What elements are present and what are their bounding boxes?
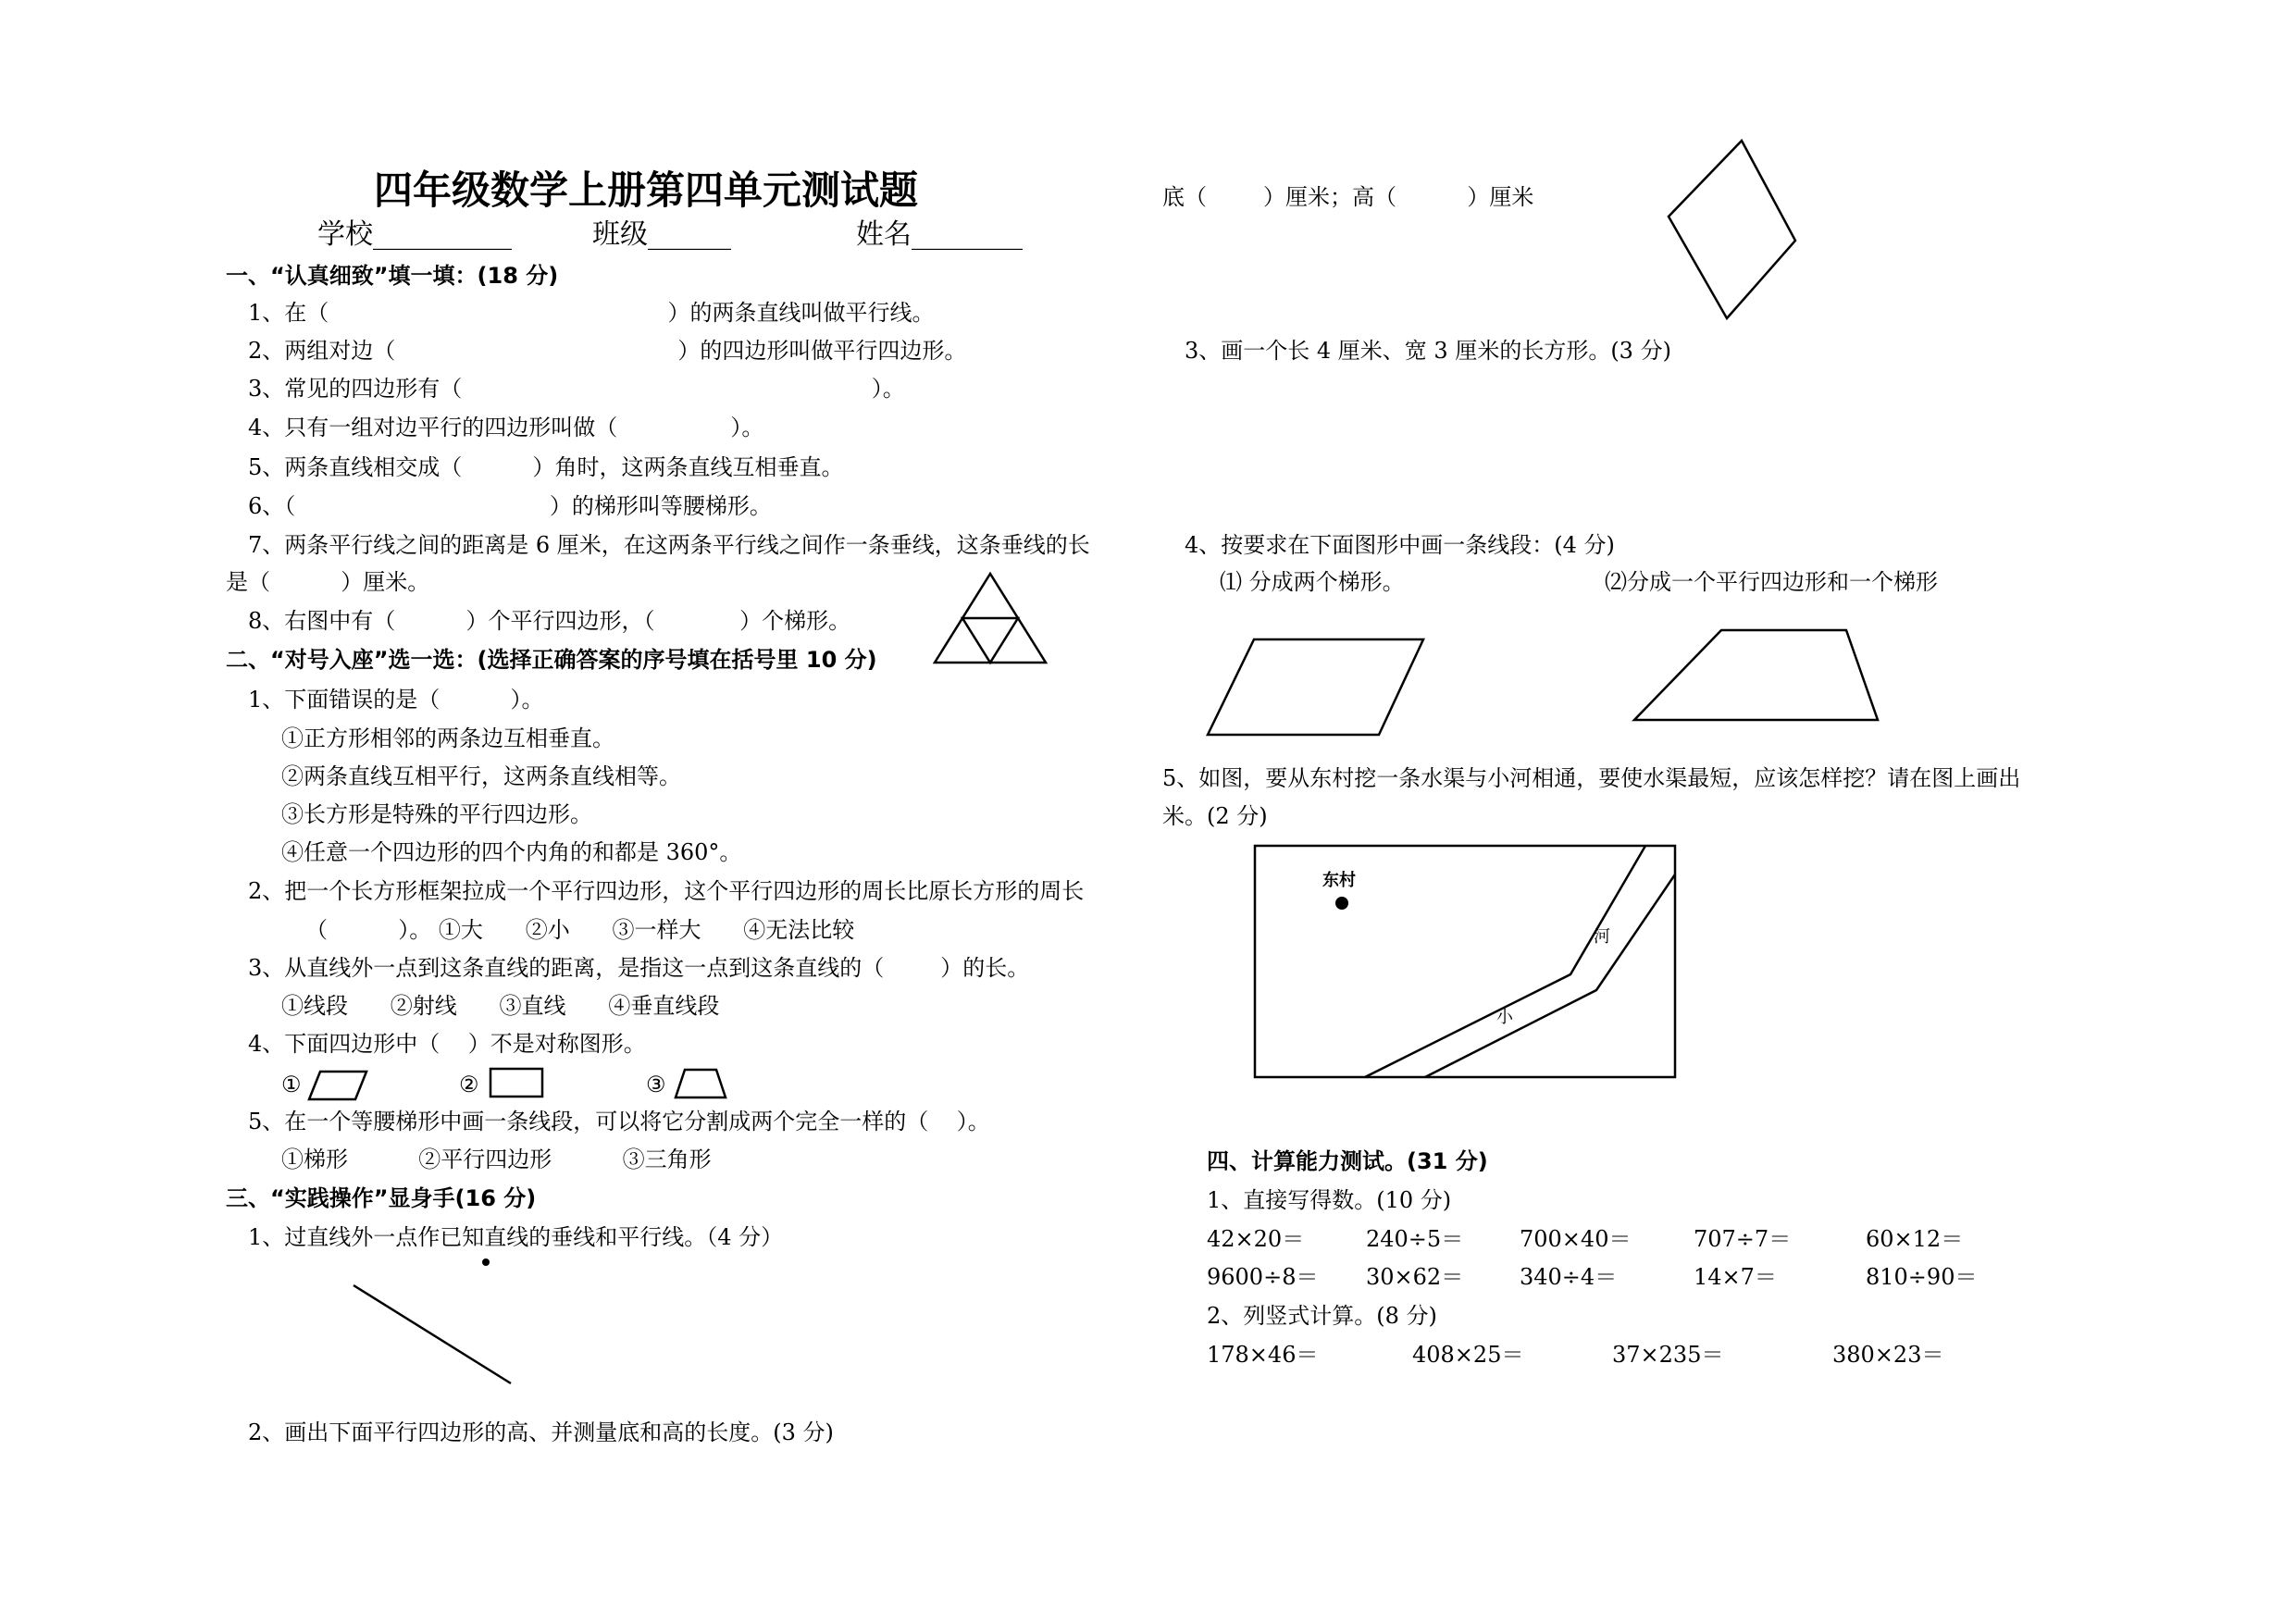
question-3-4-sub-1: ⑴ 分成两个梯形。 [1220, 569, 1405, 595]
name-field[interactable]: 姓名________ [856, 218, 1023, 251]
question-2-5-options: ①梯形 ②平行四边形 ③三角形 [281, 1147, 712, 1172]
question-1-5: 5、两条直线相交成（ ）角时，这两条直线互相垂直。 [248, 454, 844, 480]
question-2-1-option-3: ③长方形是特殊的平行四边形。 [281, 801, 592, 827]
calc-1-2: 240÷5＝ [1366, 1226, 1464, 1252]
question-2-4: 4、下面四边形中（ ）不是对称图形。 [248, 1031, 646, 1057]
question-3-2-measure: 底（ ）厘米；高（ ）厘米 [1162, 184, 1534, 210]
village-river-map [1245, 842, 1689, 1087]
shape-option-2-label: ② [459, 1072, 479, 1097]
question-1-2: 2、两组对边（ ）的四边形叫做平行四边形。 [248, 338, 967, 364]
parallelogram-shape-icon [305, 1069, 370, 1102]
calc-1-3: 700×40＝ [1520, 1226, 1632, 1252]
river-label-xiao: 小 [1496, 1008, 1513, 1027]
line-and-point-figure [342, 1254, 527, 1393]
question-2-3-options: ①线段 ②射线 ③直线 ④垂直线段 [281, 993, 720, 1019]
calc-2-5: 810÷90＝ [1866, 1264, 1978, 1290]
question-2-1-option-4: ④任意一个四边形的四个内角的和都是 360°。 [281, 839, 742, 865]
question-1-1: 1、在（ ）的两条直线叫做平行线。 [248, 300, 935, 326]
part-4-sub-1: 1、直接写得数。(10 分) [1207, 1187, 1452, 1213]
question-1-3: 3、常见的四边形有（ ）。 [248, 376, 905, 402]
calc-2-4: 14×7＝ [1694, 1264, 1777, 1290]
question-1-7a: 7、两条平行线之间的距离是 6 厘米，在这两条平行线之间作一条垂线，这条垂线的长 [248, 532, 1090, 558]
calc-2-3: 340÷4＝ [1520, 1264, 1618, 1290]
question-1-6: 6、（ ）的梯形叫等腰梯形。 [248, 493, 772, 519]
rectangle-shape-icon [489, 1067, 546, 1100]
vertical-calc-4: 380×23＝ [1832, 1342, 1944, 1368]
question-3-1: 1、过直线外一点作已知直线的垂线和平行线。（4 分） [248, 1224, 784, 1250]
question-2-1-option-2: ②两条直线互相平行，这两条直线相等。 [281, 763, 681, 789]
question-3-5a: 5、如图，要从东村挖一条水渠与小河相通，要使水渠最短，应该怎样挖？请在图上画出 [1162, 765, 2021, 791]
page-title: 四年级数学上册第四单元测试题 [374, 167, 919, 213]
parallelogram-figure [1203, 634, 1434, 740]
section-1-heading: 一、“认真细致”填一填：(18 分) [226, 263, 559, 289]
village-label: 东村 [1322, 871, 1356, 890]
section-4-heading: 四、计算能力测试。(31 分) [1207, 1148, 1488, 1174]
calc-2-2: 30×62＝ [1366, 1264, 1464, 1290]
question-3-2: 2、画出下面平行四边形的高、并测量底和高的长度。(3 分) [248, 1419, 834, 1445]
shape-option-1-label: ① [281, 1072, 302, 1097]
vertical-calc-2: 408×25＝ [1412, 1342, 1524, 1368]
part-4-sub-2: 2、列竖式计算。(8 分) [1207, 1303, 1437, 1329]
question-2-1: 1、下面错误的是（ ）。 [248, 687, 544, 713]
vertical-calc-1: 178×46＝ [1207, 1342, 1319, 1368]
calc-1-4: 707÷7＝ [1694, 1226, 1792, 1252]
vertical-calc-3: 37×235＝ [1612, 1342, 1724, 1368]
section-3-heading: 三、“实践操作”显身手(16 分) [226, 1185, 537, 1211]
section-2-heading: 二、“对号入座”选一选：(选择正确答案的序号填在括号里 10 分) [226, 647, 877, 673]
question-2-5: 5、在一个等腰梯形中画一条线段，可以将它分割成两个完全一样的（ ）。 [248, 1109, 990, 1134]
question-2-2b: （ ）。 ①大 ②小 ③一样大 ④无法比较 [305, 917, 855, 943]
question-2-2a: 2、把一个长方形框架拉成一个平行四边形，这个平行四边形的周长比原长方形的周长 [248, 878, 1085, 904]
class-field[interactable]: 班级______ [592, 218, 731, 251]
question-3-3: 3、画一个长 4 厘米、宽 3 厘米的长方形。(3 分) [1185, 338, 1671, 364]
calc-2-1: 9600÷8＝ [1207, 1264, 1319, 1290]
calc-1-5: 60×12＝ [1866, 1226, 1964, 1252]
question-3-4-sub-2: ⑵分成一个平行四边形和一个梯形 [1605, 569, 1938, 595]
rhombus-figure [1661, 137, 1809, 322]
trapezoid-shape-icon [672, 1067, 729, 1100]
question-2-3: 3、从直线外一点到这条直线的距离，是指这一点到这条直线的（ ）的长。 [248, 955, 1030, 981]
question-1-8: 8、右图中有（ ）个平行四边形，（ ）个梯形。 [248, 608, 851, 634]
shape-option-3-label: ③ [646, 1072, 666, 1097]
question-3-5b: 米。(2 分) [1162, 803, 1268, 829]
question-2-1-option-1: ①正方形相邻的两条边互相垂直。 [281, 725, 614, 751]
calc-1-1: 42×20＝ [1207, 1226, 1305, 1252]
question-1-7b: 是（ ）厘米。 [226, 569, 430, 595]
river-label-he: 河 [1594, 927, 1610, 947]
question-1-4: 4、只有一组对边平行的四边形叫做（ ）。 [248, 415, 764, 440]
school-field[interactable]: 学校__________ [317, 218, 512, 251]
triangle-figure [930, 572, 1050, 666]
trapezoid-figure [1629, 625, 1888, 731]
question-3-4: 4、按要求在下面图形中画一条线段：(4 分) [1185, 532, 1615, 558]
